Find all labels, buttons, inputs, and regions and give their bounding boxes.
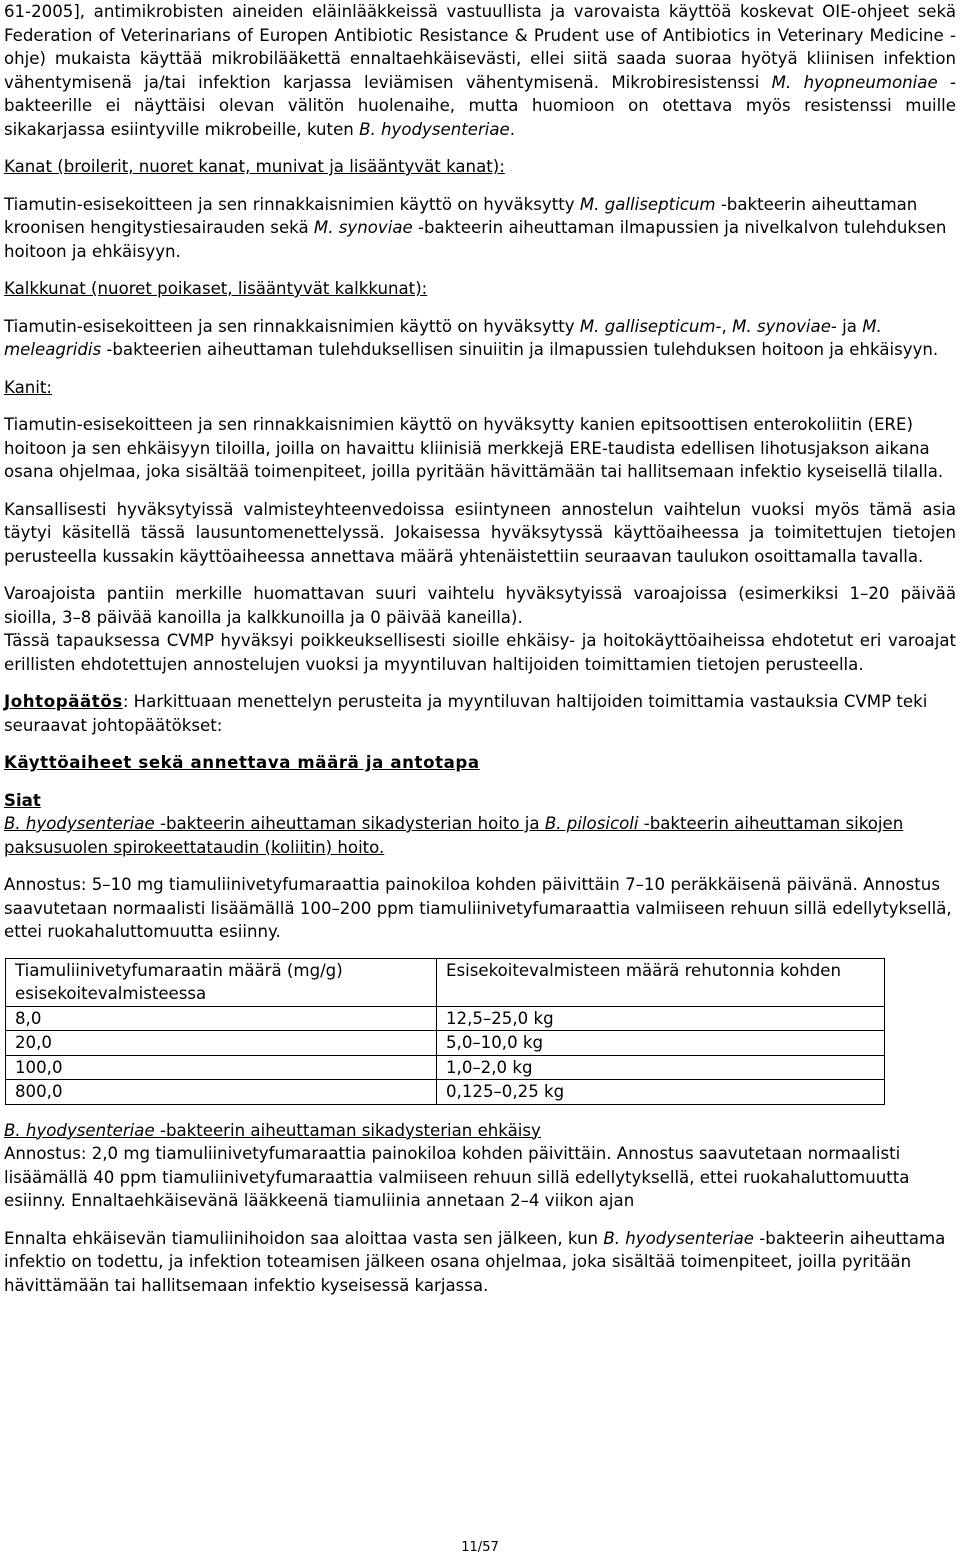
ehkaisy-heading xyxy=(4,1119,956,1143)
section-heading: Siat xyxy=(4,790,41,810)
species-name: B. hyodysenteriae xyxy=(359,119,510,139)
text-run: Ennalta ehkäisevän tiamuliinihoidon saa aloittaa vasta sen jälkeen, kun xyxy=(4,1228,604,1248)
text-run: -bakteerin aiheuttaman sikojen paksusuolen spirokeettataudin (koliitin) hoito. xyxy=(4,814,904,857)
siat-indication xyxy=(4,812,956,859)
table-row xyxy=(6,1031,885,1056)
text-run: - ja xyxy=(830,316,863,336)
species-name: M. gallisepticum xyxy=(579,316,716,336)
text-run: 61-2005], antimikrobisten aineiden eläinlääkkeissä vastuullista ja varovaista käyttöä koskevat OIE-ohjeet sekä Federation of Veterinarians of Europen Antibiotic Resistance & Prudent use of Antibiotics in Veterinary Medicine -ohje) mukaista käyttää mikrobilääkettä ennaltaehkäisevästi, ellei siitä saada suoraa hyötyä kliinisen infektion vähentymisenä ja/tai infektion karjassa leviämisen vähentymisenä. Mikrobiresistenssi xyxy=(4,2,956,92)
species-name: B. hyodysenteriae xyxy=(603,1228,755,1248)
species-name: B. pilosicoli xyxy=(544,814,639,833)
table-row xyxy=(6,1055,885,1080)
text-run: -bakteerin aiheuttama infektio on todettu, ja infektion toteamisen jälkeen osana ohjelmaa, joka sisältää toimenpiteet, joilla pyritään hävittämään tai hallitsemaan infektio kyseisessä karjassa. xyxy=(4,1228,946,1295)
table-cell: 1,0–2,0 kg xyxy=(437,1055,885,1080)
text-run: -bakteerien aiheuttaman tulehduksellisen sinuiitin ja ilmapussien tulehduksen hoitoon ja ehkäisyyn. xyxy=(101,340,939,359)
text-run: -bakteerin aiheuttaman sikadysterian ehkäisy xyxy=(154,1120,541,1140)
species-name: B. hyodysenteriae xyxy=(4,1120,155,1140)
text-run: -bakteerin aiheuttaman kroonisen hengitystiesairauden sekä xyxy=(4,194,918,237)
text-run: -bakteerin aiheuttaman sikadysterian hoito ja xyxy=(154,814,545,833)
text-run: -bakteerin aiheuttaman ilmapussien ja nivelkalvon tulehduksen hoitoon ja ehkäisyyn. xyxy=(4,218,947,261)
table-cell: 20,0 xyxy=(6,1031,437,1056)
indication-underline xyxy=(4,1121,541,1140)
kanat-paragraph xyxy=(4,193,956,264)
section-heading: Käyttöaiheet sekä annettava määrä ja antotapa xyxy=(4,753,480,772)
indication-underline xyxy=(4,814,903,857)
ehkaisy-dosage-paragraph: Annostus: 2,0 mg tiamuliinivetyfumaraattia painokiloa kohden päivittäin. Annostus saavutetaan normaalisti lisäämällä 40 ppm tiamuliinivetyfumaraattia valmiiseen rehuun sillä edellytyksellä, ettei ruokahaluttomuutta esiinny. Ennaltaehkäisevänä lääkkeenä tiamuliinia annetaan 2–4 viikon ajan xyxy=(4,1144,910,1210)
table-cell: 5,0–10,0 kg xyxy=(437,1031,885,1056)
page-number: 11/57 xyxy=(461,1540,499,1555)
species-name: M. synoviae xyxy=(313,218,413,237)
text-run: -bakteerille ei näyttäisi olevan välitön huolenaihe, mutta huomioon on otettava myös resistenssi muille sikakarjassa esiintyville mikrobeille, kuten xyxy=(4,72,956,139)
kalkkunat-paragraph xyxy=(4,315,956,362)
section-heading: Kanat (broilerit, nuoret kanat, munivat ja lisääntyvät kanat): xyxy=(4,157,505,176)
text-run: Tiamutin-esisekoitteen ja sen rinnakkaisnimien käyttö on hyväksytty xyxy=(4,316,580,336)
kanat-heading xyxy=(4,155,956,179)
table-cell: 100,0 xyxy=(6,1055,437,1080)
species-name: M. synoviae xyxy=(732,316,831,336)
kalkkunat-heading xyxy=(4,277,956,301)
varoajoista-paragraph: Varoajoista pantiin merkille huomattavan suuri vaihtelu hyväksytyissä varoajoissa (esimerkiksi 1–20 päivää sioilla, 3–8 päivää kanoilla ja kalkkunoilla ja 0 päivää kaneilla). xyxy=(4,584,956,627)
table-header-cell: Tiamuliinivetyfumaraatin määrä (mg/g) esisekoitevalmisteessa xyxy=(6,958,437,1006)
document-page xyxy=(4,0,956,1297)
text-run: -, xyxy=(715,316,733,336)
table-cell: 800,0 xyxy=(6,1080,437,1105)
table-row xyxy=(6,1006,885,1031)
species-name: M. hyopneumoniae xyxy=(771,72,938,92)
table-cell: 0,125–0,25 kg xyxy=(437,1080,885,1105)
johtopaatos-paragraph xyxy=(4,690,956,737)
table-header-cell: Esisekoitevalmisteen määrä rehutonnia kohden xyxy=(437,958,885,1006)
species-name: M. gallisepticum xyxy=(579,194,716,214)
text-run: Tiamutin-esisekoitteen ja sen rinnakkaisnimien käyttö on hyväksytty xyxy=(4,194,580,214)
text-run: . xyxy=(509,119,516,139)
dosage-table xyxy=(5,958,885,1105)
table-header-row xyxy=(6,958,885,1006)
species-name: B. hyodysenteriae xyxy=(4,814,155,833)
text-run: : Harkittuaan menettelyn perusteita ja myyntiluvan haltijoiden toimittamia vastauksia CVMP teki seuraavat johtopäätökset: xyxy=(4,692,928,735)
table-cell: 8,0 xyxy=(6,1006,437,1031)
section-heading: Kalkkunat (nuoret poikaset, lisääntyvät kalkkunat): xyxy=(4,279,428,298)
table-cell: 12,5–25,0 kg xyxy=(437,1006,885,1031)
species-name: M. meleagridis xyxy=(4,316,882,359)
kanit-paragraph: Tiamutin-esisekoitteen ja sen rinnakkaisnimien käyttö on hyväksytty kanien epitsoottisen enterokoliitin (ERE) hoitoon ja sen ehkäisyyn tiloilla, joilla on havaittu kliinisiä merkkejä ERE-taudista edellisen lihotusjakson aikana osana ohjelmaa, joka sisältää toimenpiteet, joilla pyritään hävittämään tai hallitsemaan infektio kyseisellä tilalla. xyxy=(4,415,944,481)
kanit-heading xyxy=(4,376,956,400)
kansallisesti-paragraph: Kansallisesti hyväksytyissä valmisteyhteenvedoissa esiintyneen annostelun vaihtelun vuoksi myös tämä asia täytyi käsitellä tässä lausuntomenettelyssä. Jokaisessa hyväksytyssä käyttöaiheessa ja toimitettujen tietojen perusteella kussakin käyttöaiheessa annettava määrä yhtenäistettiin seuraavan taulukon osoittamalla tavalla. xyxy=(4,499,956,566)
kayttoaiheet-heading xyxy=(4,751,956,775)
ehkaisy-paragraph xyxy=(4,1227,956,1298)
siat-heading xyxy=(4,789,956,813)
tassa-paragraph: Tässä tapauksessa CVMP hyväksyi poikkeuksellisesti sioille ehkäisy- ja hoitokäyttöaiheissa ehdotetut eri varoajat erillisten ehdotettujen annostelujen vuoksi ja myyntiluvan haltijoiden toimittamien tietojen perusteella. xyxy=(4,631,956,674)
table-row xyxy=(6,1080,885,1105)
conclusion-label: Johtopäätös xyxy=(4,692,123,711)
siat-dosage-paragraph: Annostus: 5–10 mg tiamuliinivetyfumaraattia painokiloa kohden päivittäin 7–10 peräkkäisenä päivänä. Annostus saavutetaan normaalisti lisäämällä 100–200 ppm tiamuliinivetyfumaraattia valmiiseen rehuun sillä edellytyksellä, ettei ruokahaluttomuutta esiinny. xyxy=(4,875,952,941)
section-heading: Kanit: xyxy=(4,377,52,397)
intro-paragraph xyxy=(4,0,956,141)
